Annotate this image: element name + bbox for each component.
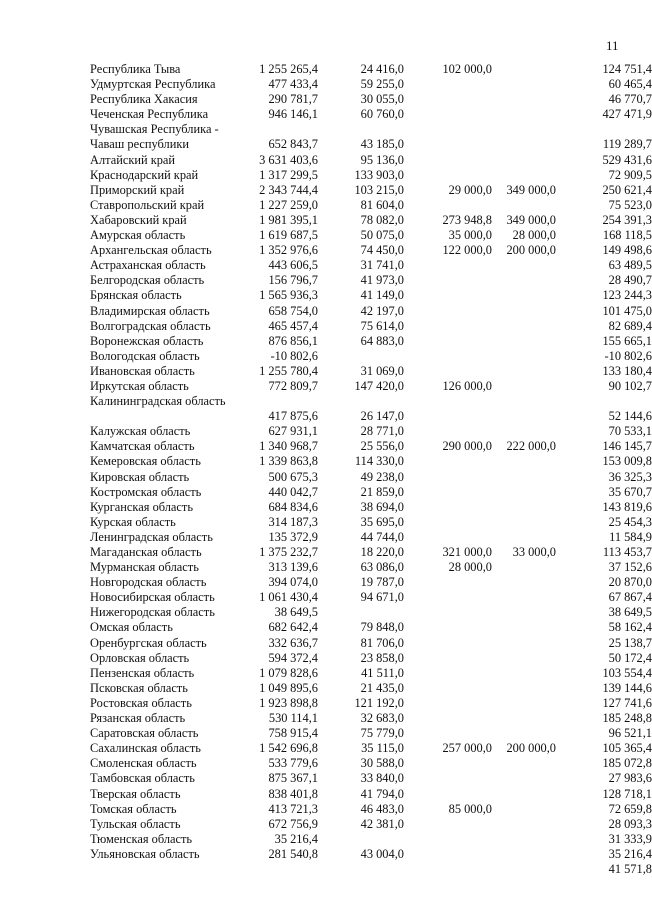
value-col-1: 290 781,7 xyxy=(268,92,318,107)
region-name: Астраханская область xyxy=(90,258,206,273)
table-row xyxy=(0,439,652,454)
value-col-5: 31 333,9 xyxy=(608,831,652,846)
table-row xyxy=(0,680,652,696)
value-col-1: 1 049 895,6 xyxy=(259,680,318,695)
value-col-1: 772 809,7 xyxy=(268,378,318,393)
value-col-3: 29 000,0 xyxy=(448,182,492,197)
value-col-1: 946 146,1 xyxy=(268,107,318,122)
table-row xyxy=(0,801,652,817)
region-name: Калужская область xyxy=(90,424,191,439)
value-col-5: 250 621,4 xyxy=(602,182,652,197)
value-col-2: 44 744,0 xyxy=(360,529,404,544)
budget-table xyxy=(0,62,652,877)
value-col-2: 75 614,0 xyxy=(360,318,404,333)
region-name: Республика Хакасия xyxy=(90,92,198,107)
region-name: Оренбургская область xyxy=(90,635,207,650)
region-name: Калининградская область xyxy=(90,394,226,409)
value-col-4: 28 000,0 xyxy=(512,228,556,243)
value-col-5: 133 180,4 xyxy=(602,363,652,378)
table-row xyxy=(0,575,652,590)
value-col-1: 314 187,3 xyxy=(268,514,318,529)
value-col-4: 200 000,0 xyxy=(506,243,556,258)
value-col-1: 876 856,1 xyxy=(268,333,318,348)
value-col-1: 156 796,7 xyxy=(268,273,318,288)
region-name: Ивановская область xyxy=(90,363,195,378)
table-row xyxy=(0,62,652,77)
region-name: Курганская область xyxy=(90,499,194,514)
value-col-5: 28 490,7 xyxy=(608,273,652,288)
value-col-2: 41 973,0 xyxy=(360,273,404,288)
value-col-1: 594 372,4 xyxy=(268,650,318,665)
table-row xyxy=(0,605,652,620)
value-col-5: 143 819,6 xyxy=(602,499,652,514)
value-col-2: 50 075,0 xyxy=(360,228,404,243)
table-row xyxy=(0,318,652,334)
region-name: Сахалинская область xyxy=(90,741,201,756)
value-col-5: 90 102,7 xyxy=(608,378,652,393)
table-row xyxy=(0,469,652,485)
value-col-5: 72 909,5 xyxy=(608,167,652,182)
table-row xyxy=(0,363,652,379)
value-col-1: 875 367,1 xyxy=(268,771,318,786)
value-col-2: 31 741,0 xyxy=(360,258,404,273)
value-col-1: 477 433,4 xyxy=(268,77,318,92)
value-col-3: 321 000,0 xyxy=(442,545,492,559)
value-col-2: 75 779,0 xyxy=(360,726,404,741)
region-name: Орловская область xyxy=(90,650,190,665)
value-col-5: 70 533,1 xyxy=(608,424,652,439)
table-row xyxy=(0,846,652,862)
value-col-2: 42 197,0 xyxy=(360,303,404,318)
value-col-1: 1 317 299,5 xyxy=(259,167,318,182)
table-row xyxy=(0,711,652,726)
value-col-5: 46 770,7 xyxy=(608,92,652,107)
value-col-1: 1 255 780,4 xyxy=(259,363,318,378)
table-row xyxy=(0,288,652,303)
region-name: Камчатская область xyxy=(90,439,195,454)
value-col-4: 200 000,0 xyxy=(506,741,556,756)
region-name: Брянская область xyxy=(90,288,182,303)
value-col-2: 59 255,0 xyxy=(360,77,404,92)
value-col-5: 103 554,4 xyxy=(602,665,652,680)
value-col-1: 1 340 968,7 xyxy=(259,439,318,454)
value-col-5: 119 289,7 xyxy=(602,137,652,152)
value-col-2: 41 794,0 xyxy=(360,786,404,801)
value-col-5: 113 453,7 xyxy=(602,545,652,559)
value-col-3: 290 000,0 xyxy=(442,439,492,454)
value-col-2: 63 086,0 xyxy=(360,560,404,575)
value-col-5: 96 521,1 xyxy=(608,726,652,741)
table-row xyxy=(0,545,652,560)
table-row xyxy=(0,212,652,228)
region-name: Краснодарский край xyxy=(90,167,199,182)
table-row xyxy=(0,273,652,288)
value-col-1: 1 375 232,7 xyxy=(259,545,318,559)
value-col-1: 838 401,8 xyxy=(268,786,318,801)
value-col-1: 413 721,3 xyxy=(268,801,318,816)
value-col-2: 46 483,0 xyxy=(360,801,404,816)
value-col-5: 11 584,9 xyxy=(609,529,652,544)
value-col-5: 41 571,8 xyxy=(608,861,652,876)
value-col-1: 417 875,6 xyxy=(268,409,318,424)
region-name: Ставропольский край xyxy=(90,197,205,212)
value-col-1: 672 756,9 xyxy=(268,816,318,831)
value-col-1: 682 642,4 xyxy=(268,620,318,635)
value-col-5: 25 454,3 xyxy=(608,514,652,529)
region-name: Омская область xyxy=(90,620,173,635)
value-col-5: 72 659,8 xyxy=(608,801,652,816)
table-row xyxy=(0,258,652,273)
value-col-5: 185 248,8 xyxy=(602,711,652,726)
table-row xyxy=(0,590,652,605)
region-name: Алтайский край xyxy=(90,152,176,167)
region-name: Кемеровская область xyxy=(90,454,201,469)
table-row xyxy=(0,635,652,651)
value-col-2: 60 760,0 xyxy=(360,107,404,122)
value-col-1: 38 649,5 xyxy=(274,605,318,620)
region-name: Удмуртская Республика xyxy=(90,77,216,92)
value-col-5: 37 152,6 xyxy=(608,560,652,575)
value-col-5: 128 718,1 xyxy=(602,786,652,801)
value-col-1: 1 352 976,6 xyxy=(259,243,318,258)
region-name: Вологодская область xyxy=(90,348,200,363)
table-row xyxy=(0,77,652,92)
value-col-1: 1 079 828,6 xyxy=(259,665,318,680)
table-row xyxy=(0,333,652,349)
value-col-5: 139 144,6 xyxy=(602,680,652,695)
table-row xyxy=(0,454,652,469)
value-col-1: -10 802,6 xyxy=(270,348,318,363)
value-col-2: 41 511,0 xyxy=(361,665,404,680)
region-name: Ленинградская область xyxy=(90,529,213,544)
value-col-1: 35 216,4 xyxy=(274,831,318,846)
value-col-1: 758 915,4 xyxy=(268,726,318,741)
value-col-2: 133 903,0 xyxy=(354,167,404,182)
value-col-5: 124 751,4 xyxy=(602,62,652,76)
value-col-5: 185 072,8 xyxy=(602,756,652,771)
value-col-2: 26 147,0 xyxy=(360,409,404,424)
value-col-3: 28 000,0 xyxy=(448,560,492,575)
value-col-4: 33 000,0 xyxy=(512,545,556,559)
value-col-3: 102 000,0 xyxy=(442,62,492,76)
region-name: Белгородская область xyxy=(90,273,205,288)
value-col-4: 349 000,0 xyxy=(506,212,556,227)
region-name: Магаданская область xyxy=(90,545,202,559)
region-name: Курская область xyxy=(90,514,176,529)
value-col-5: 146 145,7 xyxy=(602,439,652,454)
value-col-2: 81 706,0 xyxy=(360,635,404,650)
value-col-5: 82 689,4 xyxy=(608,318,652,333)
value-col-2: 38 694,0 xyxy=(360,499,404,514)
value-col-3: 122 000,0 xyxy=(442,243,492,258)
value-col-1: 658 754,0 xyxy=(268,303,318,318)
region-name: Рязанская область xyxy=(90,711,186,726)
region-name: Хабаровский край xyxy=(90,212,187,227)
value-col-1: 1 061 430,4 xyxy=(259,590,318,605)
value-col-1: 443 606,5 xyxy=(268,258,318,273)
table-row xyxy=(0,560,652,575)
value-col-1: 332 636,7 xyxy=(268,635,318,650)
value-col-2: 33 840,0 xyxy=(360,771,404,786)
value-col-2: 30 055,0 xyxy=(360,92,404,107)
value-col-3: 85 000,0 xyxy=(448,801,492,816)
region-name: Тульская область xyxy=(90,816,181,831)
value-col-1: 684 834,6 xyxy=(268,499,318,514)
region-name: Костромская область xyxy=(90,484,202,499)
region-name: Иркутская область xyxy=(90,378,189,393)
table-row xyxy=(0,303,652,319)
value-col-1: 1 619 687,5 xyxy=(259,228,318,243)
region-name: Воронежская область xyxy=(90,333,204,348)
value-col-5: 58 162,4 xyxy=(608,620,652,635)
value-col-5: 149 498,6 xyxy=(602,243,652,258)
table-row xyxy=(0,771,652,786)
value-col-1: 3 631 403,6 xyxy=(259,152,318,167)
table-row xyxy=(0,756,652,771)
value-col-2: 114 330,0 xyxy=(354,454,404,469)
region-name: Архангельская область xyxy=(90,243,212,258)
value-col-2: 25 556,0 xyxy=(360,439,404,454)
table-row xyxy=(0,92,652,107)
table-row xyxy=(0,726,652,741)
table-row xyxy=(0,107,652,122)
value-col-2: 24 416,0 xyxy=(360,62,404,76)
value-col-5: 60 465,4 xyxy=(608,77,652,92)
region-name: Ульяновская область xyxy=(90,846,200,861)
value-col-5: 254 391,3 xyxy=(602,212,652,227)
region-name: Владимирская область xyxy=(90,303,210,318)
value-col-5: 105 365,4 xyxy=(602,741,652,756)
value-col-5: 20 870,0 xyxy=(608,575,652,590)
value-col-1: 281 540,8 xyxy=(268,846,318,861)
value-col-5: 153 009,8 xyxy=(602,454,652,469)
table-row xyxy=(0,424,652,439)
region-name: Нижегородская область xyxy=(90,605,215,620)
value-col-5: 36 325,3 xyxy=(608,469,652,484)
table-row xyxy=(0,816,652,832)
value-col-2: 43 004,0 xyxy=(360,846,404,861)
value-col-2: 32 683,0 xyxy=(360,711,404,726)
value-col-2: 79 848,0 xyxy=(360,620,404,635)
value-col-5: 67 867,4 xyxy=(608,590,652,605)
value-col-2: 41 149,0 xyxy=(360,288,404,303)
table-row xyxy=(0,122,652,152)
region-name: Псковская область xyxy=(90,680,188,695)
value-col-1: 465 457,4 xyxy=(268,318,318,333)
region-name: Кировская область xyxy=(90,469,190,484)
region-name: Саратовская область xyxy=(90,726,199,741)
value-col-3: 126 000,0 xyxy=(442,378,492,393)
value-col-3: 35 000,0 xyxy=(448,228,492,243)
value-col-2: 21 435,0 xyxy=(360,680,404,695)
value-col-2: 81 604,0 xyxy=(360,197,404,212)
value-col-5: 101 475,0 xyxy=(602,303,652,318)
value-col-5: 127 741,6 xyxy=(602,695,652,710)
value-col-5: -10 802,6 xyxy=(604,348,652,363)
value-col-5: 75 523,0 xyxy=(608,197,652,212)
table-row xyxy=(0,182,652,198)
value-col-5: 25 138,7 xyxy=(608,635,652,650)
value-col-2: 19 787,0 xyxy=(360,575,404,590)
table-row xyxy=(0,243,652,258)
value-col-1: 652 843,7 xyxy=(268,137,318,152)
table-row xyxy=(0,695,652,711)
value-col-1: 440 042,7 xyxy=(268,484,318,499)
value-col-2: 43 185,0 xyxy=(360,137,404,152)
value-col-1: 1 227 259,0 xyxy=(259,197,318,212)
region-name: Амурская область xyxy=(90,228,186,243)
value-col-5: 35 670,7 xyxy=(608,484,652,499)
table-row xyxy=(0,499,652,515)
region-name: Чеченская Республика xyxy=(90,107,209,122)
value-col-2: 28 771,0 xyxy=(360,424,404,439)
table-row xyxy=(0,861,652,877)
value-col-1: 313 139,6 xyxy=(268,560,318,575)
value-col-2: 18 220,0 xyxy=(360,545,404,559)
table-row xyxy=(0,228,652,243)
value-col-5: 63 489,5 xyxy=(608,258,652,273)
value-col-2: 30 588,0 xyxy=(360,756,404,771)
value-col-2: 49 238,0 xyxy=(360,469,404,484)
value-col-5: 155 665,1 xyxy=(602,333,652,348)
table-row xyxy=(0,620,652,635)
region-name: Тамбовская область xyxy=(90,771,195,786)
region-name: Пензенская область xyxy=(90,665,195,680)
table-row xyxy=(0,650,652,666)
region-name: Новгородская область xyxy=(90,575,207,590)
value-col-1: 530 114,1 xyxy=(268,711,318,726)
value-col-1: 1 565 936,3 xyxy=(259,288,318,303)
table-row xyxy=(0,484,652,500)
value-col-2: 94 671,0 xyxy=(360,590,404,605)
value-col-1: 135 372,9 xyxy=(268,529,318,544)
value-col-2: 121 192,0 xyxy=(354,695,404,710)
value-col-5: 50 172,4 xyxy=(608,650,652,665)
value-col-1: 394 074,0 xyxy=(268,575,318,590)
table-row xyxy=(0,786,652,802)
value-col-2: 21 859,0 xyxy=(360,484,404,499)
region-name: Тверская область xyxy=(90,786,181,801)
value-col-1: 2 343 744,4 xyxy=(259,182,318,197)
value-col-2: 23 858,0 xyxy=(360,650,404,665)
value-col-1: 1 255 265,4 xyxy=(259,62,318,76)
value-col-4: 222 000,0 xyxy=(506,439,556,454)
value-col-5: 52 144,6 xyxy=(608,409,652,424)
value-col-5: 529 431,6 xyxy=(602,152,652,167)
value-col-2: 74 450,0 xyxy=(360,243,404,258)
table-row xyxy=(0,167,652,183)
value-col-2: 78 082,0 xyxy=(360,212,404,227)
region-name: Волгоградская область xyxy=(90,318,211,333)
value-col-2: 64 883,0 xyxy=(360,333,404,348)
region-name: Тюменская область xyxy=(90,831,193,846)
value-col-1: 1 981 395,1 xyxy=(259,212,318,227)
value-col-2: 42 381,0 xyxy=(360,816,404,831)
region-name: Приморский край xyxy=(90,182,185,197)
value-col-5: 27 983,6 xyxy=(608,771,652,786)
region-name: Смоленская область xyxy=(90,756,197,771)
table-row xyxy=(0,348,652,364)
value-col-2: 35 115,0 xyxy=(361,741,404,756)
page-number: 11 xyxy=(606,38,619,53)
table-row xyxy=(0,152,652,168)
table-row xyxy=(0,741,652,756)
region-name: Мурманская область xyxy=(90,560,199,575)
table-row xyxy=(0,394,652,424)
value-col-1: 627 931,1 xyxy=(268,424,318,439)
table-row xyxy=(0,378,652,394)
value-col-5: 168 118,5 xyxy=(602,228,652,243)
value-col-2: 35 695,0 xyxy=(360,514,404,529)
table-row xyxy=(0,831,652,847)
region-name: Ростовская область xyxy=(90,695,192,710)
value-col-5: 28 093,3 xyxy=(608,816,652,831)
region-name: Чувашская Республика - Чаваш республики xyxy=(90,122,219,152)
value-col-2: 95 136,0 xyxy=(360,152,404,167)
value-col-1: 533 779,6 xyxy=(268,756,318,771)
value-col-1: 1 923 898,8 xyxy=(259,695,318,710)
table-row xyxy=(0,197,652,213)
region-name: Томская область xyxy=(90,801,177,816)
table-row xyxy=(0,514,652,530)
value-col-3: 257 000,0 xyxy=(442,741,492,756)
value-col-5: 38 649,5 xyxy=(608,605,652,620)
value-col-2: 147 420,0 xyxy=(354,378,404,393)
region-name: Республика Тыва xyxy=(90,62,181,76)
value-col-2: 103 215,0 xyxy=(354,182,404,197)
region-name: Новосибирская область xyxy=(90,590,215,605)
value-col-2: 31 069,0 xyxy=(360,363,404,378)
value-col-5: 427 471,9 xyxy=(602,107,652,122)
value-col-5: 35 216,4 xyxy=(608,846,652,861)
value-col-3: 273 948,8 xyxy=(442,212,492,227)
table-row xyxy=(0,665,652,681)
value-col-5: 123 244,3 xyxy=(602,288,652,303)
value-col-1: 500 675,3 xyxy=(268,469,318,484)
value-col-4: 349 000,0 xyxy=(506,182,556,197)
value-col-1: 1 339 863,8 xyxy=(259,454,318,469)
table-row xyxy=(0,529,652,545)
value-col-1: 1 542 696,8 xyxy=(259,741,318,756)
